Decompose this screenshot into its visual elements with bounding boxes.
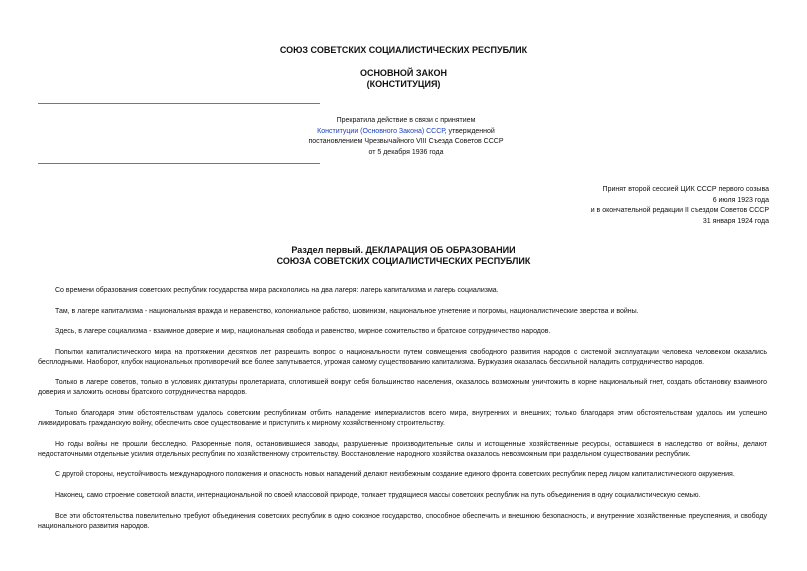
top-divider bbox=[38, 103, 320, 104]
law-title: ОСНОВНОЙ ЗАКОН bbox=[359, 68, 448, 78]
adoption-line3: и в окончательной редакции II съездом Советов СССР bbox=[590, 207, 769, 214]
law-subtitle: (КОНСТИТУЦИЯ) bbox=[366, 79, 441, 89]
status-note-line2 bbox=[300, 127, 512, 138]
paragraph: С другой стороны, неустойчивость международного положения и опасность новых нападений делают неизбежным создание единого фронта советских республик перед лицом капиталистического окружения. bbox=[55, 471, 735, 478]
adoption-line4: 31 января 1924 года bbox=[702, 217, 769, 225]
paragraph: Попытки капиталистического мира на протяжении десятков лет разрешить вопрос о национальности путем совмещения свободного развития народов с системой эксплуатации человека человеком оказались бесплодными. Наоборот, клубок национальных противоречий все более запутывается, угрожая самому существованию капитализма. Буржуазия оказалась бессильной наладить сотрудничество народов. bbox=[38, 349, 767, 366]
status-note-line1: Прекратила действие в связи с принятием bbox=[336, 117, 476, 124]
status-note bbox=[300, 116, 512, 158]
bottom-divider bbox=[38, 163, 320, 164]
paragraph: Все эти обстоятельства повелительно требуют объединения советских республик в одно союзное государство, способное обеспечить и внешнюю безопасность, и внутренние хозяйственные преуспеяния, и свободу национального развития народов. bbox=[38, 513, 767, 530]
paragraph: Только в лагере советов, только в условиях диктатуры пролетариата, сплотившей вокруг себя большинство населения, оказалось возможным уничтожить в корне национальный гнет, создать обстановку взаимного доверия и заложить основы братского сотрудничества народов. bbox=[38, 379, 767, 396]
adoption-info bbox=[429, 185, 769, 227]
adoption-line1: Принят второй сессией ЦИК СССР первого созыва bbox=[602, 186, 769, 193]
status-note-line4: от 5 декабря 1936 года bbox=[368, 148, 444, 156]
paragraph: Только благодаря этим обстоятельствам удалось советским республикам отбить нападение империалистов всего мира, внутренних и внешних; только благодаря этим обстоятельствам удалось им успешно ликвидировать гражданскую войну, обеспечить свое существование и приступить к мирному хозяйственному строительству. bbox=[38, 410, 767, 427]
paragraph: Здесь, в лагере социализма - взаимное доверие и мир, национальная свобода и равенство, мирное сожительство и братское сотрудничество народов. bbox=[55, 328, 551, 335]
adoption-line2: 6 июля 1923 года bbox=[712, 196, 769, 204]
paragraph: Но годы войны не прошли бесследно. Разоренные поля, остановившиеся заводы, разрушенные производительные силы и истощенные хозяйственные ресурсы, оставшиеся в наследство от войны, делают недостаточными отдельные усилия отдельных республик по хозяйственному строительству. Восстановление народного хозяйства оказалось невозможным при раздельном существовании республик. bbox=[38, 441, 767, 458]
union-title: СОЮЗ СОВЕТСКИХ СОЦИАЛИСТИЧЕСКИХ РЕСПУБЛИК bbox=[279, 45, 528, 55]
paragraph: Там, в лагере капитализма - национальная вражда и неравенство, колониальное рабство, шовинизм, национальное угнетение и погромы, националистические зверства и войны. bbox=[55, 308, 639, 315]
section-subtitle: СОЮЗА СОВЕТСКИХ СОЦИАЛИСТИЧЕСКИХ РЕСПУБЛИК bbox=[276, 256, 531, 266]
status-note-line3: постановлением Чрезвычайного VIII Съезда Советов СССР bbox=[308, 138, 504, 145]
constitution-1936-link[interactable]: Конституции (Основного Закона) СССР bbox=[317, 127, 445, 135]
paragraph: Со времени образования советских республик государства мира раскололись на два лагеря: лагерь капитализма и лагерь социализма. bbox=[55, 287, 499, 294]
paragraph: Наконец, само строение советской власти, интернациональной по своей классовой природе, толкает трудящиеся массы советских республик на путь объединения в одну социалистическую семью. bbox=[55, 492, 701, 499]
status-note-line2-rest: , утвержденной bbox=[444, 127, 495, 135]
section-title: Раздел первый. ДЕКЛАРАЦИЯ ОБ ОБРАЗОВАНИИ bbox=[291, 245, 516, 255]
